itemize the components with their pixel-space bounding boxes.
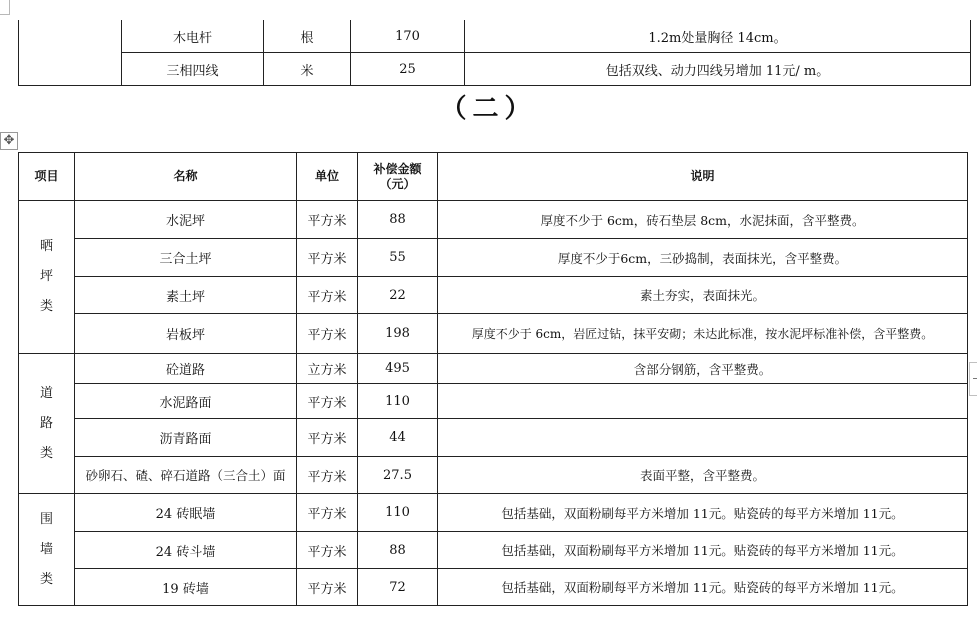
page-corner-mark <box>0 0 10 15</box>
item-unit: 平方米 <box>297 239 358 277</box>
item-unit: 米 <box>264 53 351 86</box>
category-char: 类 <box>39 299 53 314</box>
item-name: 19 砖墙 <box>75 569 297 606</box>
item-note: 厚度不少于 6cm，砖石垫层 8cm，水泥抹面，含平整费。 <box>438 201 968 239</box>
header-amount: 补偿金额（元） <box>358 153 438 201</box>
table-header-row <box>19 153 968 201</box>
table-row <box>19 354 968 384</box>
item-note: 包括双线、动力四线另增加 11元/ m。 <box>465 53 971 86</box>
item-amount: 170 <box>351 20 465 53</box>
item-note: 表面平整，含平整费。 <box>438 457 968 494</box>
item-note: 厚度不少于6cm，三砂捣制，表面抹光，含平整费。 <box>438 239 968 277</box>
item-unit: 平方米 <box>297 419 358 457</box>
item-unit: 平方米 <box>297 384 358 419</box>
category-char: 类 <box>39 571 53 587</box>
item-unit: 平方米 <box>297 532 358 569</box>
item-amount: 25 <box>351 53 465 86</box>
item-unit: 平方米 <box>297 569 358 606</box>
item-name: 木电杆 <box>122 20 264 53</box>
category-char: 晒 <box>39 239 53 254</box>
item-unit: 平方米 <box>297 457 358 494</box>
item-note: 厚度不少于 6cm，岩匠过钻，抹平安砌；未达此标准，按水泥坪标准补偿，含平整费。 <box>438 314 968 354</box>
item-amount: 72 <box>358 569 438 606</box>
item-note <box>438 384 968 419</box>
item-name: 水泥坪 <box>75 201 297 239</box>
item-amount: 110 <box>358 494 438 532</box>
item-note: 1.2m处量胸径 14cm。 <box>465 20 971 53</box>
item-name: 三合土坪 <box>75 239 297 277</box>
item-unit: 立方米 <box>297 354 358 384</box>
item-note: 包括基础，双面粉刷每平方米增加 11元。贴瓷砖的每平方米增加 11元。 <box>438 494 968 532</box>
category-char: 墙 <box>39 541 53 557</box>
category-char: 路 <box>39 415 53 431</box>
item-amount: 22 <box>358 277 438 314</box>
category-char: 围 <box>39 511 53 527</box>
item-amount: 88 <box>358 201 438 239</box>
header-unit: 单位 <box>297 153 358 201</box>
item-name: 24 砖眠墙 <box>75 494 297 532</box>
table-row <box>19 569 968 606</box>
section-title: （二） <box>440 94 537 124</box>
item-name: 24 砖斗墙 <box>75 532 297 569</box>
item-name: 砂卵石、碴、碎石道路（三合土）面 <box>75 457 297 494</box>
item-amount: 55 <box>358 239 438 277</box>
item-amount: 110 <box>358 384 438 419</box>
item-note: 包括基础，双面粉刷每平方米增加 11元。贴瓷砖的每平方米增加 11元。 <box>438 569 968 606</box>
table-row <box>19 419 968 457</box>
item-note <box>438 419 968 457</box>
table-row <box>19 201 968 239</box>
category-cell <box>19 201 75 354</box>
item-name: 素土坪 <box>75 277 297 314</box>
item-unit: 平方米 <box>297 314 358 354</box>
category-char: 坪 <box>39 269 53 284</box>
category-cell <box>19 354 75 494</box>
item-name: 砼道路 <box>75 354 297 384</box>
item-name: 水泥路面 <box>75 384 297 419</box>
item-amount: 44 <box>358 419 438 457</box>
table-row <box>19 239 968 277</box>
table-move-handle-icon[interactable]: ✥ <box>0 132 18 150</box>
item-note: 包括基础，双面粉刷每平方米增加 11元。贴瓷砖的每平方米增加 11元。 <box>438 532 968 569</box>
item-unit: 平方米 <box>297 201 358 239</box>
item-name: 三相四线 <box>122 53 264 86</box>
table-row <box>19 53 971 86</box>
item-amount: 495 <box>358 354 438 384</box>
category-char: 道 <box>39 385 53 401</box>
table-row <box>19 457 968 494</box>
header-category: 项目 <box>19 153 75 201</box>
empty-category-cell <box>19 20 122 86</box>
table-row-insert-handle[interactable] <box>969 362 977 396</box>
table-row <box>19 384 968 419</box>
item-unit: 平方米 <box>297 494 358 532</box>
table-row <box>19 532 968 569</box>
header-note: 说明 <box>438 153 968 201</box>
item-name: 沥青路面 <box>75 419 297 457</box>
item-amount: 27.5 <box>358 457 438 494</box>
item-amount: 88 <box>358 532 438 569</box>
header-name: 名称 <box>75 153 297 201</box>
table-row <box>19 20 971 53</box>
table-row <box>19 314 968 354</box>
item-amount: 198 <box>358 314 438 354</box>
category-char: 类 <box>39 445 53 461</box>
item-unit: 根 <box>264 20 351 53</box>
table-row <box>19 277 968 314</box>
table-row <box>19 494 968 532</box>
category-cell <box>19 494 75 606</box>
compensation-table <box>18 152 968 606</box>
item-note: 素土夯实，表面抹光。 <box>438 277 968 314</box>
item-note: 含部分钢筋，含平整费。 <box>438 354 968 384</box>
item-name: 岩板坪 <box>75 314 297 354</box>
top-table <box>18 20 971 86</box>
item-unit: 平方米 <box>297 277 358 314</box>
